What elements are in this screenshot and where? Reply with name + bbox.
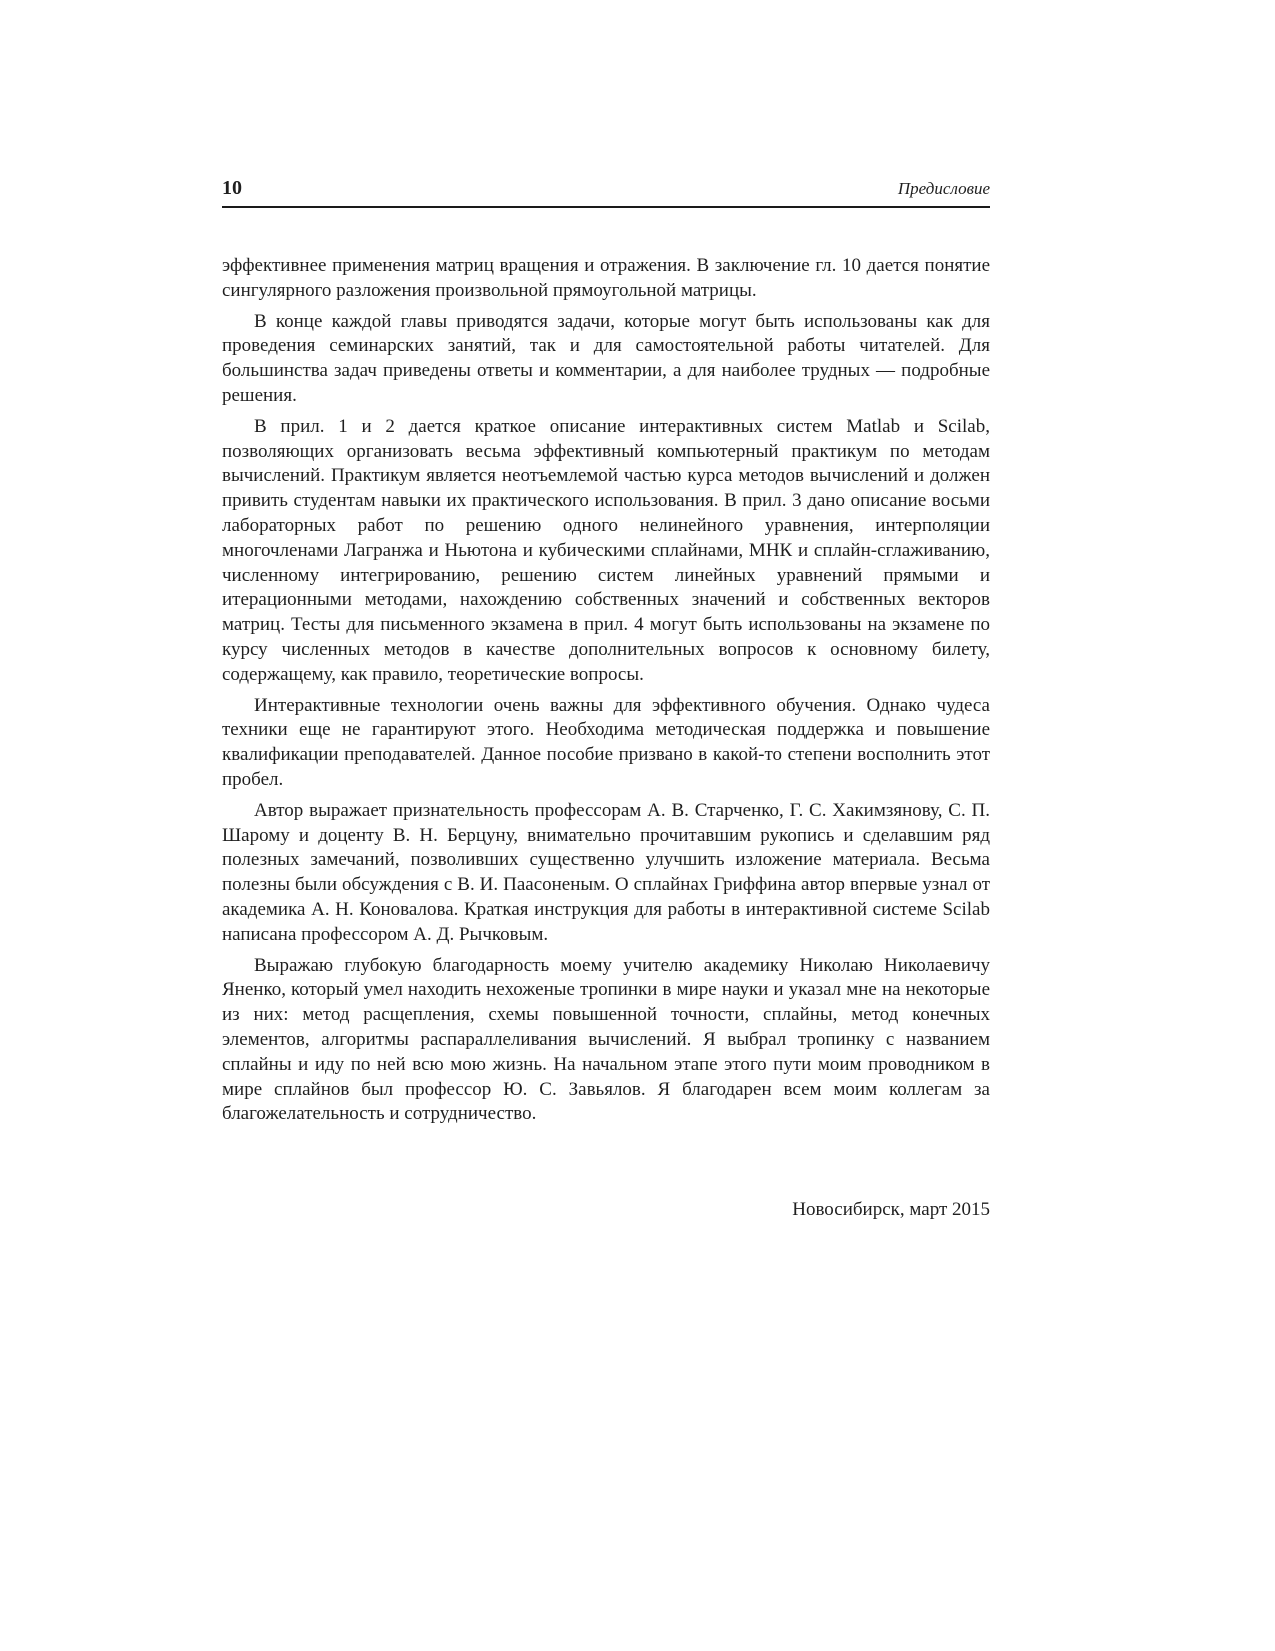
preface-body	[222, 254, 990, 1133]
paragraph-problems: В конце каждой главы приводятся задачи, которые могут быть использованы как для проведения семинарских занятий, так и для самостоятельной работы читателей. Для большинства задач приведены ответы и комментарии, а для наиболее трудных — подробные решения.	[222, 310, 990, 406]
place-and-date: Новосибирск, март 2015	[792, 1199, 990, 1220]
paragraph-continuation: эффективнее применения матриц вращения и отражения. В заключение гл. 10 дается понятие сингулярного разложения произвольной прямоугольной матрицы.	[222, 255, 990, 301]
page-number: 10	[222, 177, 242, 199]
paragraph-acknowledgements: Автор выражает признательность профессорам А. В. Старченко, Г. С. Хакимзянову, С. П. Шарому и доценту В. Н. Берцуну, внимательно прочитавшим рукопись и сделавшим ряд полезных замечаний, позволивших существенно улучшить изложение материала. Весьма полезны были обсуждения с В. И. Паасоненым. О сплайнах Гриффина автор впервые узнал от академика А. Н. Коновалова. Краткая инструкция для работы в интерактивной системе Scilab написана профессором А. Д. Рычковым.	[222, 799, 990, 945]
paragraph-appendices: В прил. 1 и 2 дается краткое описание интерактивных систем Matlab и Scilab, позволяющих организовать весьма эффективный компьютерный практикум по методам вычислений. Практикум является неотъемлемой частью курса методов вычислений и должен привить студентам навыки их практического использования. В прил. 3 дано описание восьми лабораторных работ по решению одного нелинейного уравнения, интерполяции многочленами Лагранжа и Ньютона и кубическими сплайнами, МНК и сплайн-сглаживанию, численному интегрированию, решению систем линейных уравнений прямыми и итерационными методами, нахождению собственных значений и собственных векторов матриц. Тесты для письменного экзамена в прил. 4 могут быть использованы на экзамене по курсу численных методов в качестве дополнительных вопросов к основному билету, содержащему, как правило, теоретические вопросы.	[222, 415, 990, 685]
running-title: Предисловие	[897, 179, 990, 198]
paragraph-gratitude: Выражаю глубокую благодарность моему учителю академику Николаю Николаевичу Яненко, который умел находить нехоженые тропинки в мире науки и указал мне на некоторые из них: метод расщепления, схемы повышенной точности, сплайны, метод конечных элементов, алгоритмы распараллеливания вычислений. Я выбрал тропинку с названием сплайны и иду по ней всю мою жизнь. На начальном этапе этого пути моим проводником в мире сплайнов был профессор Ю. С. Завьялов. Я благодарен всем моим коллегам за благожелательность и сотрудничество.	[222, 954, 990, 1125]
page-header	[222, 176, 990, 208]
paragraph-technologies: Интерактивные технологии очень важны для эффективного обучения. Однако чудеса техники еще не гарантируют этого. Необходима методическая поддержка и повышение квалификации преподавателей. Данное пособие призвано в какой-то степени восполнить этот пробел.	[222, 694, 990, 790]
